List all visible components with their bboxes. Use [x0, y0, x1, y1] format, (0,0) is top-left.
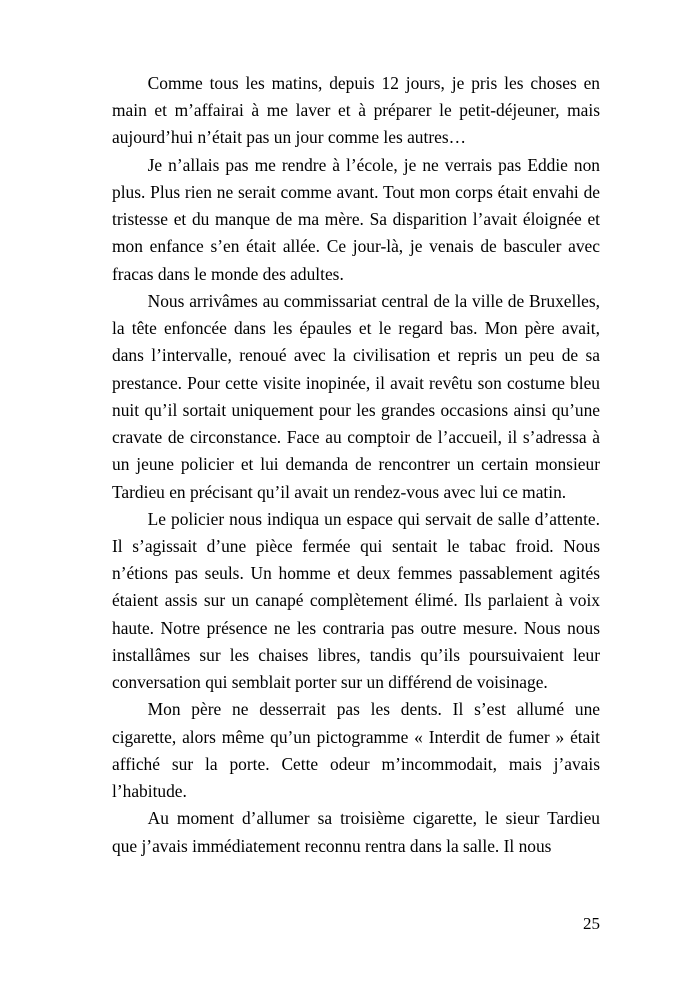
- paragraph: Le policier nous indiqua un espace qui servait de salle d’attente. Il s’agissait d’une pièce fermée qui sentait le tabac froid. Nous n’étions pas seuls. Un homme et deux femmes passablement agités étaient assis sur un canapé complètement élimé. Ils parlaient à voix haute. Notre présence ne les contraria pas outre mesure. Nous nous installâmes sur les chaises libres, tandis qu’ils poursuivaient leur conversation qui semblait porter sur un différend de voisinage.: [112, 508, 600, 693]
- page-body-text: [112, 70, 600, 860]
- paragraph: Comme tous les matins, depuis 12 jours, je pris les choses en main et m’affairai à me laver et à préparer le petit-déjeuner, mais aujourd’hui n’était pas un jour comme les autres…: [112, 73, 600, 148]
- paragraph: Je n’allais pas me rendre à l’école, je ne verrais pas Eddie non plus. Plus rien ne serait comme avant. Tout mon corps était envahi de tristesse et du manque de ma mère. Sa disparition l’avait éloignée et mon enfance s’en était allée. Ce jour-là, je venais de basculer avec fracas dans le monde des adultes.: [112, 154, 600, 284]
- page-number: 25: [583, 914, 600, 933]
- paragraph: Au moment d’allumer sa troisième cigarette, le sieur Tardieu que j’avais immédiatement reconnu rentra dans la salle. Il nous: [112, 808, 600, 856]
- paragraph: Mon père ne desserrait pas les dents. Il s’est allumé une cigarette, alors même qu’un pictogramme « Interdit de fumer » était affiché sur la porte. Cette odeur m’incommodait, mais j’avais l’habitude.: [112, 699, 600, 802]
- paragraph: Nous arrivâmes au commissariat central de la ville de Bruxelles, la tête enfoncée dans les épaules et le regard bas. Mon père avait, dans l’intervalle, renoué avec la civilisation et repris un peu de sa prestance. Pour cette visite inopinée, il avait revêtu son costume bleu nuit qu’il sortait uniquement pour les grandes occasions ainsi qu’une cravate de circonstance. Face au comptoir de l’accueil, il s’adressa à un jeune policier et lui demanda de rencontrer un certain monsieur Tardieu en précisant qu’il avait un rendez-vous avec lui ce matin.: [112, 290, 600, 502]
